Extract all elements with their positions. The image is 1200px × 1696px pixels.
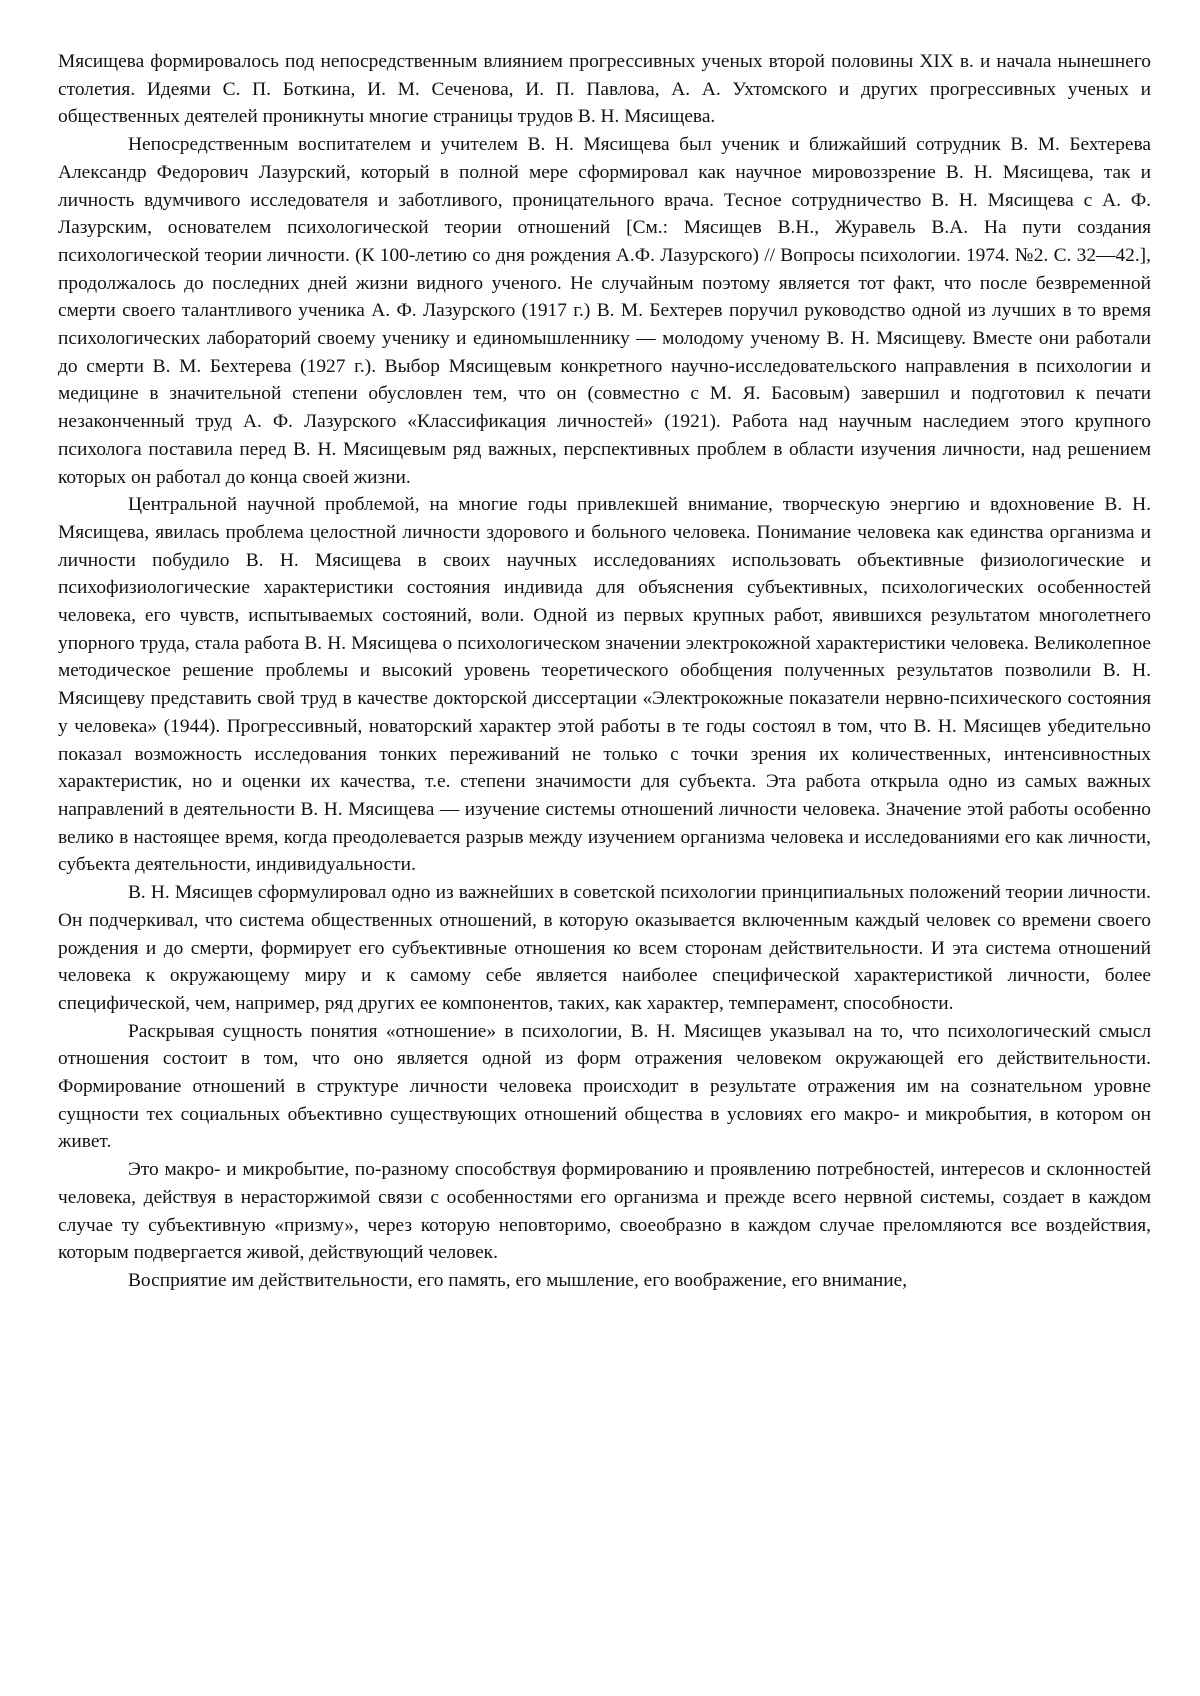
paragraph-2: Непосредственным воспитателем и учителем В. Н. Мясищева был ученик и ближайший сотрудник В. М. Бехтерева Александр Федорович Лазурский, который в полной мере сформировал как научное мировоззрение В. Н. Мясищева, так и личность вдумчивого исследователя и заботливого, проницательного врача. Тесное сотрудничество В. Н. Мясищева с А. Ф. Лазурским, основателем психологической теории отношений [См.: Мясищев В.Н., Журавель В.А. На пути создания психологической теории личности. (К 100-летию со дня рождения А.Ф. Лазурского) // Вопросы психологии. 1974. №2. С. 32—42.], продолжалось до последних дней жизни видного ученого. Не случайным поэтому является тот факт, что после безвременной смерти своего талантливого ученика А. Ф. Лазурского (1917 г.) В. М. Бехтерев поручил руководство одной из лучших в то время психологических лабораторий своему ученику и единомышленнику — молодому ученому В. Н. Мясищеву. Вместе они работали до смерти В. М. Бехтерева (1927 г.). Выбор Мясищевым конкретного научно-исследовательского направления в психологии и медицине в значительной степени обусловлен тем, что он (совместно с М. Я. Басовым) завершил и подготовил к печати незаконченный труд А. Ф. Лазурского «Классификация личностей» (1921). Работа над научным наследием этого крупного психолога поставила перед В. Н. Мясищевым ряд важных, перспективных проблем в области изучения личности, над решением которых он работал до конца своей жизни. <box>58 131 1151 491</box>
paragraph-1: Мясищева формировалось под непосредственным влиянием прогрессивных ученых второй половины XIX в. и начала нынешнего столетия. Идеями С. П. Боткина, И. М. Сеченова, И. П. Павлова, А. А. Ухтомского и других прогрессивных ученых и общественных деятелей проникнуты многие страницы трудов В. Н. Мясищева. <box>58 48 1151 131</box>
document-page <box>58 48 1151 1295</box>
paragraph-4: В. Н. Мясищев сформулировал одно из важнейших в советской психологии принципиальных положений теории личности. Он подчеркивал, что система общественных отношений, в которую оказывается включенным каждый человек со времени своего рождения и до смерти, формирует его субъективные отношения ко всем сторонам действительности. И эта система отношений человека к окружающему миру и к самому себе является наиболее специфической характеристикой личности, более специфической, чем, например, ряд других ее компонентов, таких, как характер, темперамент, способности. <box>58 879 1151 1018</box>
paragraph-6: Это макро- и микробытие, по-разному способствуя формированию и проявлению потребностей, интересов и склонностей человека, действуя в нерасторжимой связи с особенностями его организма и прежде всего нервной системы, создает в каждом случае ту субъективную «призму», через которую неповторимо, своеобразно в каждом случае преломляются все воздействия, которым подвергается живой, действующий человек. <box>58 1156 1151 1267</box>
paragraph-7-truncated: Восприятие им действительности, его память, его мышление, его воображение, его внимание, <box>58 1267 1151 1295</box>
paragraph-5: Раскрывая сущность понятия «отношение» в психологии, В. Н. Мясищев указывал на то, что психологический смысл отношения состоит в том, что оно является одной из форм отражения человеком окружающей его действительности. Формирование отношений в структуре личности человека происходит в результате отражения им на сознательном уровне сущности тех социальных объективно существующих отношений общества в условиях его макро- и микробытия, в котором он живет. <box>58 1018 1151 1157</box>
paragraph-3: Центральной научной проблемой, на многие годы привлекшей внимание, творческую энергию и вдохновение В. Н. Мясищева, явилась проблема целостной личности здорового и больного человека. Понимание человека как единства организма и личности побудило В. Н. Мясищева в своих научных исследованиях использовать объективные физиологические и психофизиологические характеристики состояния индивида для объяснения субъективных, психологических особенностей человека, его чувств, испытываемых состояний, воли. Одной из первых крупных работ, явившихся результатом многолетнего упорного труда, стала работа В. Н. Мясищева о психологическом значении электрокожной характеристики человека. Великолепное методическое решение проблемы и высокий уровень теоретического обобщения полученных результатов позволили В. Н. Мясищеву представить свой труд в качестве докторской диссертации «Электрокожные показатели нервно-психического состояния у человека» (1944). Прогрессивный, новаторский характер этой работы в те годы состоял в том, что В. Н. Мясищев убедительно показал возможность исследования тонких переживаний не только с точки зрения их количественных, интенсивностных характеристик, но и оценки их качества, т.е. степени значимости для субъекта. Эта работа открыла одно из самых важных направлений в деятельности В. Н. Мясищева — изучение системы отношений личности человека. Значение этой работы особенно велико в настоящее время, когда преодолевается разрыв между изучением организма человека и исследованиями его как личности, субъекта деятельности, индивидуальности. <box>58 491 1151 879</box>
